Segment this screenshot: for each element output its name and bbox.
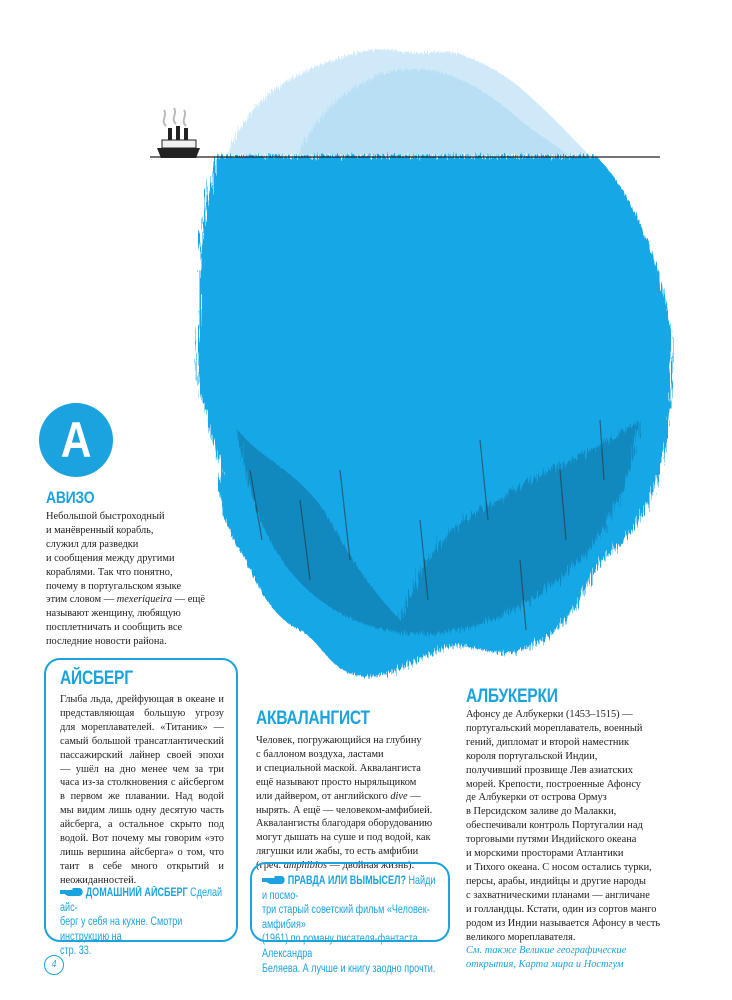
akvalangist-entry (256, 708, 456, 873)
letter-badge (39, 403, 113, 477)
ship-icon (157, 108, 200, 158)
page-number-badge (44, 955, 64, 975)
albukerki-see-also: См. также Великие географические открытия, Карта мира и Ностгум (466, 945, 627, 971)
page-number: 4 (51, 959, 57, 970)
aysberg-title: АЙСБЕРГ (60, 668, 133, 689)
akvalangist-title: АКВАЛАНГИСТ (256, 708, 370, 729)
aysberg-text: Глыба льда, дрейфующая в океане и представляющая большую угрозу для мореплавателей. «Титаник» — самый большой трансатлантический пассажирский лайнер своей эпохи — ушёл на дно менее чем за три часа из-за столкновения с айсбергом в первом же плавании. Над водой мы видим лишь одну десятую часть айсберга, а остальное скрыто под водой. Вот почему мы говорим «это лишь вершина айсберга» о том, что таит в себе много открытий и неожиданностей. (60, 694, 224, 886)
pointing-hand-icon (262, 875, 285, 885)
akvalangist-tip: ПРАВДА ИЛИ ВЫМЫСЕЛ? Найди и посмо- три старый советский фильм «Человек-амфибия» (1961) по роману писателя-фантаста Александра Беляева. А лучше и книгу заодно прочти. (262, 874, 436, 975)
akvalangist-text: Человек, погружающийся на глубину с баллоном воздуха, ластами и специальной маской. Аквалангиста ещё называют просто ныряльщиком или дайвером, от английского dive — нырять. А ещё — человеком-амфибией. Аквалангисты благодаря оборудованию могут дышать на суше и под водой, как лягушки или жабы, то есть амфибии (греч. amphibios — двойная жизнь). (256, 735, 433, 872)
akvalangist-tip-box (250, 862, 450, 975)
pointing-hand-icon (60, 887, 83, 897)
albukerki-text: Афонсу де Албукерки (1453–1515) — португальский мореплаватель, военный гений, дипломат и второй наместник короля португальской Индии, получивший прозвище Лев азиатских морей. Крепости, построенные Афонсу де Албукерки от острова Ормуз в Персидском заливе до Малакки, обеспечивали контроль Португалии над торговыми путями Индийского океана и морскими просторами Атлантики и Тихого океана. С носом остались турки, персы, арабы, индийцы и другие народы с захватническими планами — англичане и голландцы. Кстати, один из сортов манго родом из Индии называется Афонсу в честь великого мореплавателя. (466, 709, 661, 943)
avizo-text: Небольшой быстроходный и манёвренный корабль, служил для разведки и сообщения между другими кораблями. Так что понятно, почему в португальском языке этим словом — mexeriqueira — ещё называют женщину, любящую посплетничать и сообщить все последние новости района. (46, 511, 205, 648)
aysberg-tip: ДОМАШНИЙ АЙСБЕРГ Сделай айс- берг у себя на кухне. Смотри инструкцию на стр. 33. (60, 886, 223, 958)
albukerki-entry (466, 686, 696, 972)
avizo-entry (46, 488, 236, 649)
avizo-title: АВИЗО (46, 488, 95, 507)
aysberg-box (44, 658, 238, 958)
albukerki-title: АЛБУКЕРКИ (466, 686, 558, 707)
letter: А (60, 412, 92, 468)
